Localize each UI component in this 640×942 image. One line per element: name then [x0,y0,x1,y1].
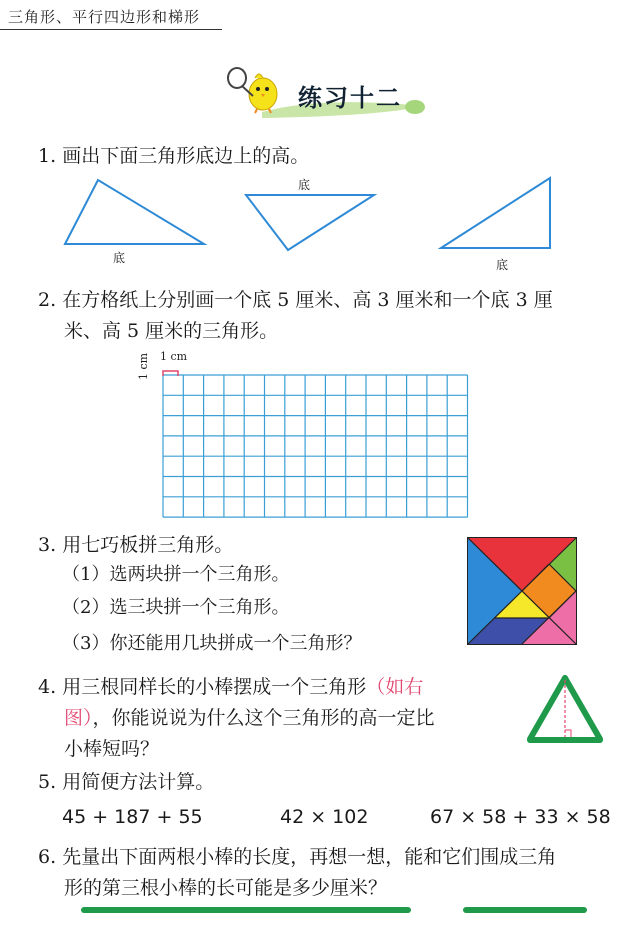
grid-label-vertical: 1 cm [137,352,150,380]
q4-prompt-line1: 用三根同样长的小棒摆成一个三角形 [62,676,367,698]
triangle-2 [246,195,374,250]
chapter-header: 三角形、平行四边形和梯形 [8,8,201,26]
q1-number: 1. [38,145,57,167]
q3-line [38,530,233,560]
grid-label-horizontal: 1 cm [160,350,188,363]
section-title: 练习十二 [298,83,402,112]
tangram-square [466,536,578,646]
q4-ref-left: （如右 [366,676,424,698]
q6-number: 6. [38,846,57,868]
q3-number: 3. [38,534,57,556]
q4-prompt-line2: ，你能说说为什么这个三角形的高一定比 [92,707,435,729]
q2-number: 2. [38,289,57,311]
expression-3: 67 × 58 + 33 × 58 [430,806,611,828]
expression-1: 45 + 187 + 55 [62,806,203,828]
chick-mascot-icon [225,64,287,114]
stick-triangle [524,672,606,748]
square-grid [158,362,478,522]
q2-prompt-line1: 在方格纸上分别画一个底 5 厘米、高 3 厘米和一个底 3 厘 [62,289,553,311]
q2-prompt-line2: 米、高 5 厘米的三角形。 [64,320,279,342]
base-label-3: 底 [496,258,509,272]
q4-line1 [38,672,423,702]
q3-item-2: （2）选三块拼一个三角形。 [62,597,290,618]
expression-2: 42 × 102 [280,806,369,828]
q3-item-3: （3）你还能用几块拼成一个三角形？ [62,633,362,654]
triangle-3 [441,178,550,248]
q4-ref-right: 图） [64,707,93,729]
q6-sticks [78,904,608,918]
q5-line [38,767,214,797]
q6-prompt-line2: 形的第三根小棒的长可能是多少厘米？ [64,877,388,899]
header-rule [0,29,222,30]
q1-text [38,141,309,171]
q6-line1 [38,842,556,872]
base-label-1: 底 [113,251,126,265]
q4-line2 [64,703,435,733]
q2-line1 [38,285,553,315]
q4-prompt-line3: 小棒短吗？ [64,738,160,760]
q6-prompt-line1: 先量出下面两根小棒的长度，再想一想，能和它们围成三角 [62,846,557,868]
triangle-1 [65,180,204,244]
base-label-2: 底 [298,178,311,192]
q4-number: 4. [38,676,57,698]
q3-item-1: （1）选两块拼一个三角形。 [62,564,290,585]
q5-number: 5. [38,771,57,793]
q5-prompt: 用简便方法计算。 [62,771,215,793]
q3-prompt: 用七巧板拼三角形。 [62,534,234,556]
q1-prompt: 画出下面三角形底边上的高。 [62,145,310,167]
